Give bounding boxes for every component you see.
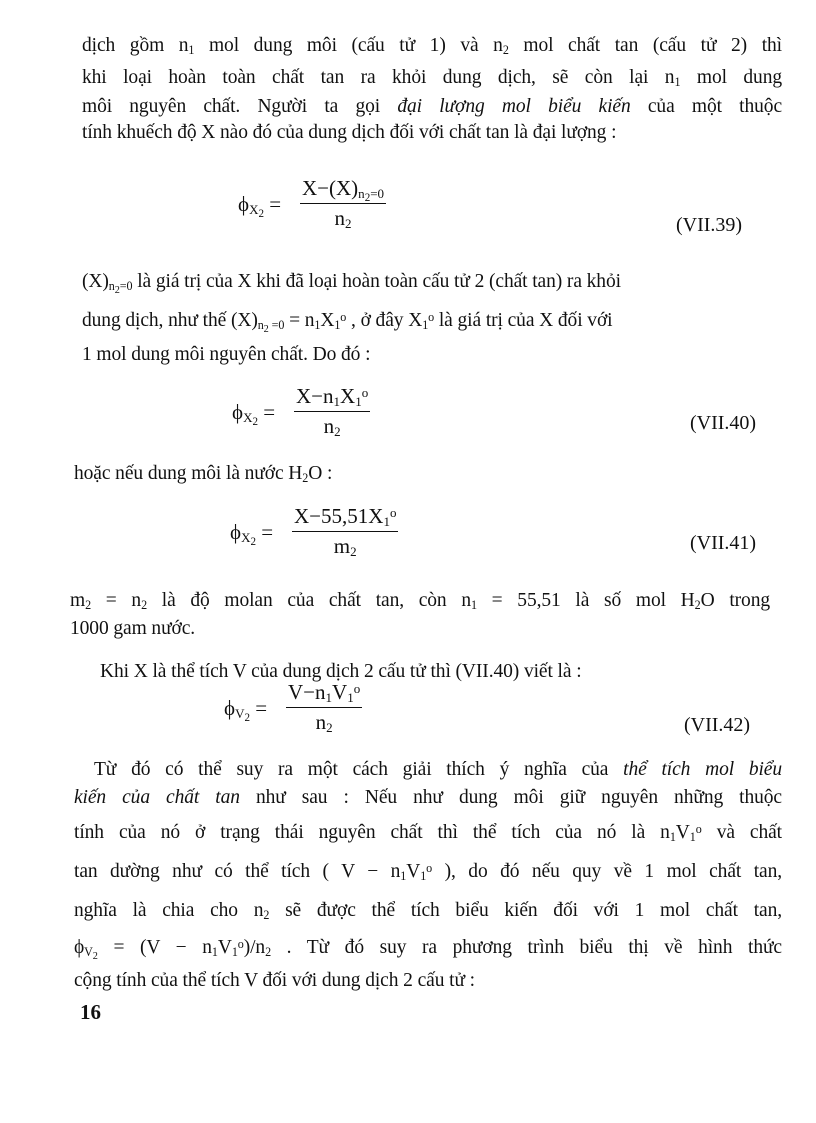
- equation-vii-39: [238, 176, 498, 256]
- text-line: 1000 gam nước.: [70, 618, 196, 639]
- numerator: $V-n_1V_1^o$: [288, 680, 361, 706]
- denominator: $n_2$: [323, 414, 341, 440]
- text-line: $\phi_{V_2} = (V - n_1V_1^o)/n_2$ . Từ đó suy ra phương trình biểu thị về hình thức: [74, 936, 782, 962]
- fraction: [300, 176, 386, 231]
- fraction: [294, 384, 370, 439]
- text-line: khi loại hoàn toàn chất tan ra khỏi dung dịch, sẽ còn lại $n_1$ mol dung: [82, 67, 782, 90]
- text-line: dung dịch, như thế $(X)_{n_2 =0} = n_1X_1^o$ , ở đây $X_1^o$ là giá trị của X đối với: [82, 309, 613, 335]
- equation-number: (VII.40): [690, 412, 757, 434]
- paragraph-intro: [82, 30, 782, 146]
- equation-vii-41: [230, 504, 510, 584]
- fraction-bar: [292, 531, 398, 532]
- text-line: tan dường như có thể tích ( $V - n_1V_1^o$ ), do đó nếu quy về 1 mol chất tan,: [74, 860, 783, 884]
- fraction-bar: [286, 707, 362, 708]
- equation-vii-42: [224, 680, 464, 756]
- italic-term: thể tích mol biểu: [623, 759, 782, 780]
- paragraph-definition: [82, 262, 782, 370]
- denominator: $n_2$: [315, 710, 333, 736]
- denominator: $m_2$: [333, 534, 357, 560]
- fraction-bar: [294, 411, 370, 412]
- italic-term: kiến của chất tan: [74, 787, 240, 808]
- text-line: nghĩa là chia cho $n_2$ sẽ được thể tích biểu kiến đối với 1 mol chất tan,: [74, 900, 782, 923]
- text-line: 1 mol dung môi nguyên chất. Do đó :: [82, 344, 371, 365]
- denominator: $n_2$: [334, 206, 352, 232]
- text-line: cộng tính của thể tích V đối với dung dịch 2 cấu tử :: [74, 970, 476, 991]
- text-line: tính của nó ở trạng thái nguyên chất thì thể tích của nó là $n_1V_1^o$ và chất: [74, 821, 782, 845]
- equation-vii-40: [232, 384, 472, 464]
- text-line: tính khuếch độ X nào đó của dung dịch đối với chất tan là đại lượng :: [82, 122, 617, 143]
- text-line-water: hoặc nếu dung môi là nước $H_2O$ :: [74, 463, 333, 486]
- text-line: dịch gồm $n_1$ mol dung môi (cấu tử 1) và $n_2$ mol chất tan (cấu tử 2) thì: [82, 35, 782, 58]
- numerator: $X-55,51X_1^o$: [294, 504, 397, 530]
- equation-number: (VII.39): [676, 214, 743, 236]
- numerator: $X-n_1X_1^o$: [296, 384, 369, 410]
- fraction-bar: [300, 203, 386, 204]
- text-line-volume: Khi X là thể tích V của dung dịch 2 cấu tử thì (VII.40) viết là :: [100, 661, 582, 682]
- paragraph-molal: [70, 584, 770, 640]
- text-line: $m_2 = n_2$ là độ molan của chất tan, còn $n_1 = 55,51$ là số mol $H_2O$ trong: [70, 590, 770, 613]
- paragraph-explanation: [74, 758, 782, 996]
- text-line: Từ đó có thể suy ra một cách giải thích ý nghĩa của thể tích mol biểu: [94, 759, 782, 780]
- equation-number: (VII.41): [690, 532, 757, 554]
- text-line: $(X)_{n_2=0}$ là giá trị của X khi đã loại hoàn toàn cấu tử 2 (chất tan) ra khỏi: [82, 271, 621, 296]
- equation-number: (VII.42): [684, 714, 751, 736]
- italic-term: đại lượng mol biểu kiến: [397, 96, 631, 117]
- equation-lhs: $\phi_{X_2}$ =: [238, 192, 282, 221]
- text-line: môi nguyên chất. Người ta gọi đại lượng mol biểu kiến của một thuộc: [82, 96, 782, 117]
- page-number: 16: [80, 1000, 101, 1024]
- equation-lhs: $\phi_{V_2}$ =: [224, 696, 268, 725]
- equation-lhs: $\phi_{X_2}$ =: [230, 520, 274, 549]
- numerator: $X-(X)_{n_2=0}$: [302, 176, 385, 205]
- text-line: kiến của chất tan như sau : Nếu như dung môi giữ nguyên những thuộc: [74, 787, 782, 808]
- fraction: [292, 504, 398, 559]
- fraction: [286, 680, 362, 735]
- equation-lhs: $\phi_{X_2}$ =: [232, 400, 276, 429]
